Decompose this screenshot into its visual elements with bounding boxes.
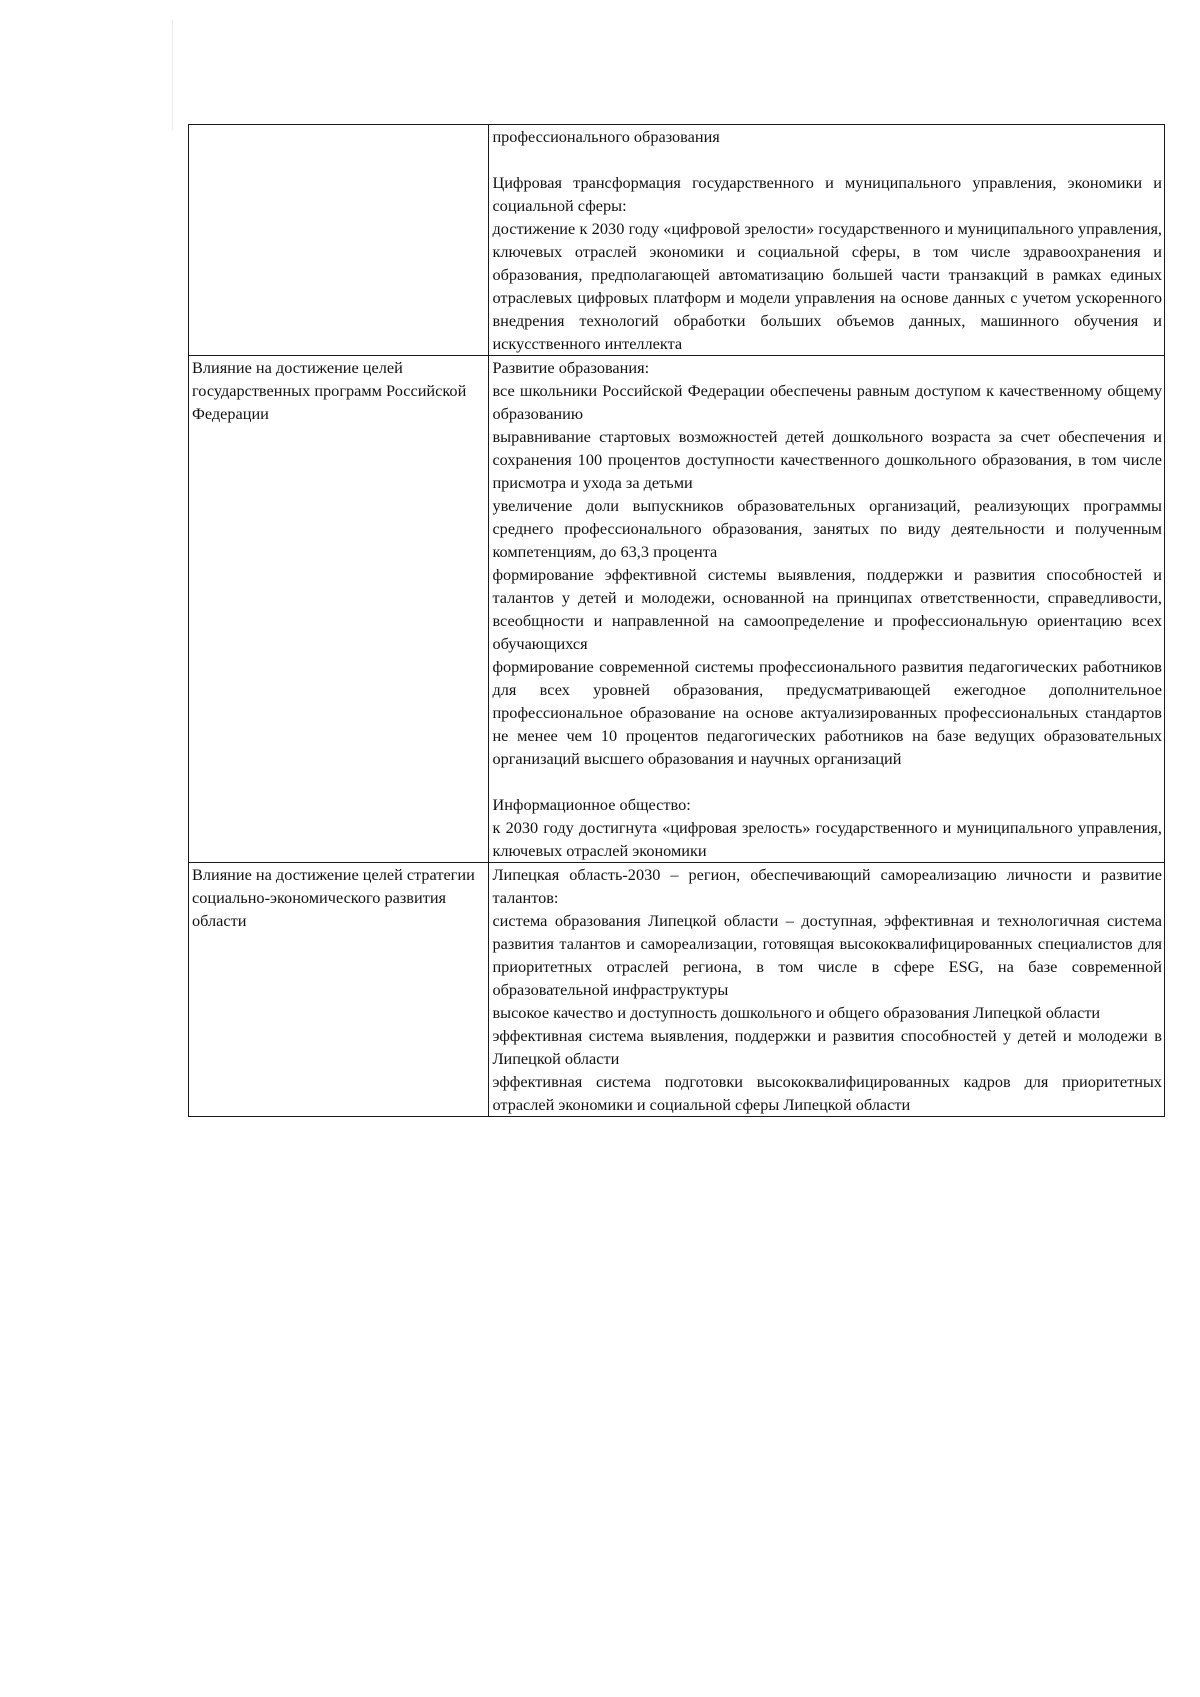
content-paragraph: эффективная система выявления, поддержки и развития способностей у детей и молодежи в Липецкой области <box>492 1026 1162 1068</box>
content-paragraph: увеличение доли выпускников образовательных организаций, реализующих программы среднего профессионального образования, занятых по виду деятельности и полученным компетенциям, до 63,3 процента <box>492 496 1162 561</box>
content-paragraph: профессионального образования <box>492 127 720 146</box>
content-paragraph: Информационное общество: <box>492 795 691 814</box>
row-content-cell <box>489 356 1165 863</box>
table-row <box>189 863 1165 1117</box>
program-goals-table <box>188 124 1165 1117</box>
paragraph-spacer <box>492 148 1162 171</box>
content-paragraph: к 2030 году достигнута «цифровая зрелость» государственного и муниципального управления, ключевых отраслей экономики <box>492 818 1162 860</box>
content-paragraph: Липецкая область-2030 – регион, обеспечивающий самореализацию личности и развитие талантов: <box>492 865 1162 907</box>
row-content-cell <box>489 863 1165 1117</box>
paragraph-spacer <box>492 770 1162 793</box>
row-label-cell <box>189 356 489 863</box>
content-paragraph: эффективная система подготовки высококвалифицированных кадров для приоритетных отраслей экономики и социальной сферы Липецкой области <box>492 1072 1162 1114</box>
row-label-cell <box>189 125 489 356</box>
row-label-cell <box>189 863 489 1117</box>
content-paragraph: система образования Липецкой области – доступная, эффективная и технологичная система развития талантов и самореализации, готовящая высококвалифицированных специалистов для приоритетных отраслей региона, в том числе в сфере ESG, на базе современной образовательной инфраструктуры <box>492 911 1162 999</box>
content-paragraph: Развитие образования: <box>492 358 650 377</box>
content-paragraph: достижение к 2030 году «цифровой зрелости» государственного и муниципального управления, ключевых отраслей экономики и социальной сферы, в том числе здравоохранения и образования, предполагающей автоматизацию большей части транзакций в рамках единых отраслевых цифровых платформ и модели управления на основе данных с учетом ускоренного внедрения технологий обработки больших объемов данных, машинного обучения и искусственного интеллекта <box>492 219 1162 353</box>
content-paragraph: выравнивание стартовых возможностей детей дошкольного возраста за счет обеспечения и сохранения 100 процентов доступности качественного дошкольного образования, в том числе присмотра и ухода за детьми <box>492 427 1162 492</box>
content-paragraph: высокое качество и доступность дошкольного и общего образования Липецкой области <box>492 1003 1101 1022</box>
table-body <box>189 125 1165 1117</box>
content-paragraph: все школьники Российской Федерации обеспечены равным доступом к качественному общему образованию <box>492 381 1162 423</box>
content-paragraph: Цифровая трансформация государственного и муниципального управления, экономики и социальной сферы: <box>492 173 1162 215</box>
content-paragraph: формирование современной системы профессионального развития педагогических работников для всех уровней образования, предусматривающей ежегодное дополнительное профессиональное образование на основе актуализированных профессиональных стандартов не менее чем 10 процентов педагогических работников на базе ведущих образовательных организаций высшего образования и научных организаций <box>492 657 1162 768</box>
table-row <box>189 356 1165 863</box>
row-content-cell <box>489 125 1165 356</box>
margin-pencil-mark <box>172 20 181 130</box>
table-row <box>189 125 1165 356</box>
content-paragraph: формирование эффективной системы выявления, поддержки и развития способностей и талантов у детей и молодежи, основанной на принципах ответственности, справедливости, всеобщности и направленной на самоопределение и профессиональную ориентацию всех обучающихся <box>492 565 1162 653</box>
row-label: Влияние на достижение целей стратегии социально-экономического развития области <box>192 865 475 930</box>
row-label: Влияние на достижение целей государственных программ Российской Федерации <box>192 358 467 423</box>
